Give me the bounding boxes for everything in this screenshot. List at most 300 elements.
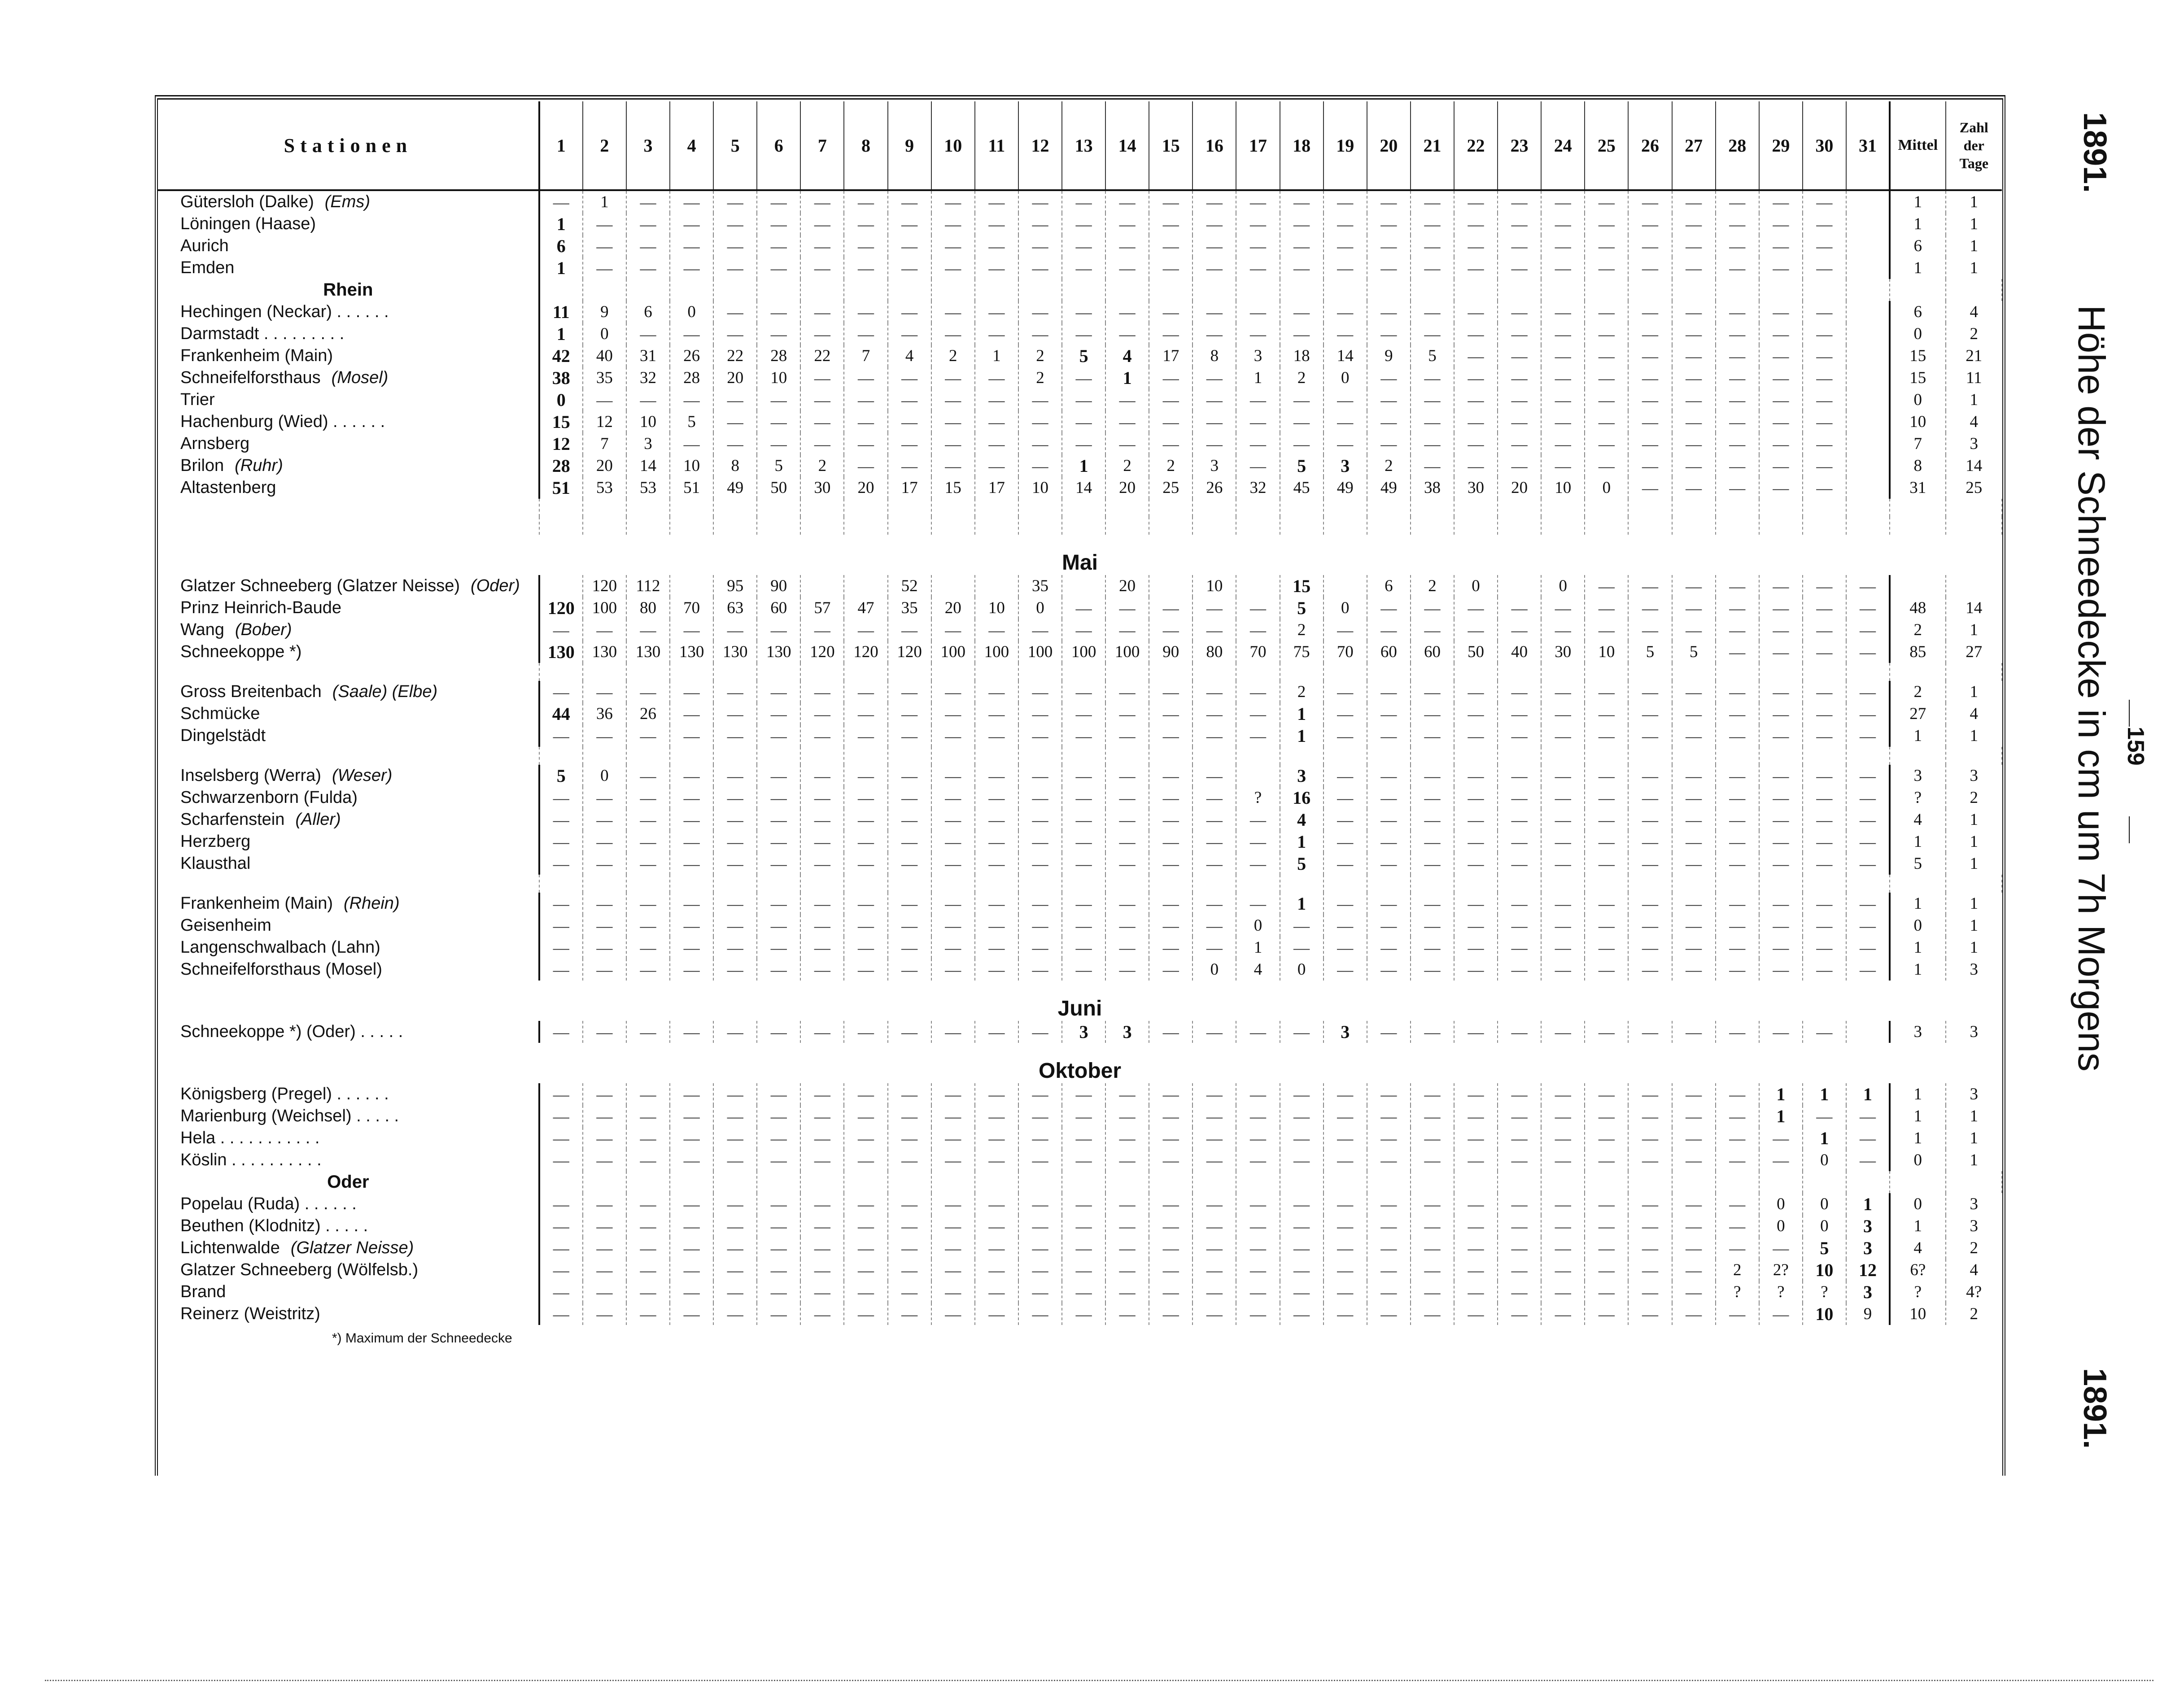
day-value: — (931, 1105, 975, 1127)
day-value: — (1149, 809, 1192, 831)
station-row (158, 809, 2002, 831)
day-value: — (583, 1083, 626, 1105)
station-row (158, 597, 2002, 619)
day-value: — (539, 893, 583, 915)
blank-cell (800, 747, 844, 765)
day-value: — (1280, 411, 1324, 433)
day-value: — (670, 190, 713, 213)
day-value: — (1018, 959, 1062, 981)
day-value: — (1803, 323, 1846, 345)
blank-cell (1846, 1171, 1890, 1193)
day-value: — (670, 893, 713, 915)
day-value: — (713, 411, 757, 433)
station-name-cell (158, 455, 539, 477)
day-value: 22 (713, 345, 757, 367)
day-value: — (1280, 389, 1324, 411)
day-value: — (1367, 213, 1411, 235)
day-value: — (931, 1215, 975, 1237)
station-name-cell (158, 1237, 539, 1259)
day-value: 20 (1105, 575, 1149, 597)
mean-value: 6 (1890, 301, 1945, 323)
day-value: — (670, 1021, 713, 1043)
day-value: — (1105, 1303, 1149, 1325)
day-value: — (1628, 937, 1672, 959)
day-value: — (757, 213, 800, 235)
day-value: — (1628, 389, 1672, 411)
day-value: — (583, 1105, 626, 1127)
day-value: — (1105, 190, 1149, 213)
day-value: — (1411, 190, 1454, 213)
day-value: — (1454, 809, 1498, 831)
day-value: — (844, 213, 887, 235)
blank-cell (1672, 1325, 1716, 1352)
day-value: — (844, 1193, 887, 1215)
day-count-value: 3 (1970, 1023, 1978, 1041)
day-value: — (844, 765, 887, 787)
blank-cell (713, 499, 757, 517)
day-value: — (1803, 853, 1846, 875)
day-value: — (539, 619, 583, 641)
day-value: 18 (1280, 345, 1324, 367)
mean-value: ? (1890, 787, 1945, 809)
day-value: — (1192, 681, 1236, 703)
day-value: 12 (583, 411, 626, 433)
day-value: — (800, 213, 844, 235)
day-value: — (1367, 937, 1411, 959)
day-value: — (626, 681, 670, 703)
mean-value: 85 (1890, 641, 1945, 663)
day-value: — (670, 1193, 713, 1215)
day-value: — (626, 853, 670, 875)
day-value: — (1454, 787, 1498, 809)
blank-cell (800, 663, 844, 681)
day-value: — (1280, 433, 1324, 455)
day-value: — (1759, 1237, 1803, 1259)
day-value: — (931, 411, 975, 433)
day-value: — (1672, 1149, 1716, 1171)
day-count-value: 1 (1970, 193, 1978, 211)
day-value: — (1105, 959, 1149, 981)
day-value: — (1846, 1149, 1890, 1171)
day-value: 20 (1498, 477, 1541, 499)
station-name: Löningen (Haase) (180, 214, 316, 233)
blank-cell (1149, 1325, 1192, 1352)
day-value: 80 (626, 597, 670, 619)
day-value: — (1192, 1127, 1236, 1149)
day-value: — (1846, 853, 1890, 875)
day-value: — (583, 1259, 626, 1281)
day-value: — (1280, 235, 1324, 257)
day-value: — (1454, 301, 1498, 323)
day-value: — (1411, 1281, 1454, 1303)
day-value: — (1236, 455, 1280, 477)
day-value: ? (1759, 1281, 1803, 1303)
station-name-cell (158, 257, 539, 279)
day-value: — (626, 937, 670, 959)
day-value: 130 (757, 641, 800, 663)
day-value: — (1585, 937, 1628, 959)
day-value: 3 (1846, 1237, 1890, 1259)
mean-value: 6 (1890, 235, 1945, 257)
blank-cell (1628, 875, 1672, 893)
day-value: — (844, 1281, 887, 1303)
day-value: — (1062, 323, 1105, 345)
day-value: 0 (1324, 597, 1367, 619)
day-value: — (1105, 787, 1149, 809)
day-value (1846, 433, 1890, 455)
day-value: — (1018, 703, 1062, 725)
mean-value (1890, 575, 1945, 597)
day-value: — (713, 257, 757, 279)
station-name: Hela . . . . . . . . . . . (180, 1129, 320, 1147)
day-value: — (888, 915, 931, 937)
day-value: — (1018, 323, 1062, 345)
day-value: — (800, 853, 844, 875)
day-value: — (1541, 703, 1585, 725)
day-value (670, 575, 713, 597)
day-value: 2 (1149, 455, 1192, 477)
day-value: — (844, 1083, 887, 1105)
day-value: — (1454, 389, 1498, 411)
day-value: — (1367, 1193, 1411, 1215)
day-value (1236, 765, 1280, 787)
blank-cell (1541, 517, 1585, 535)
day-value: — (1324, 765, 1367, 787)
day-value: — (1716, 257, 1759, 279)
day-value: — (1628, 1127, 1672, 1149)
station-row (158, 1259, 2002, 1281)
station-name-cell (158, 411, 539, 433)
station-row (158, 301, 2002, 323)
day-count-value: 3 (1970, 1085, 1978, 1103)
day-value: — (844, 367, 887, 389)
day-value: — (888, 831, 931, 853)
day-value (539, 575, 583, 597)
day-value: — (844, 411, 887, 433)
day-value: — (539, 725, 583, 747)
day-value: — (626, 389, 670, 411)
day-value (1846, 301, 1890, 323)
day-value: — (1236, 213, 1280, 235)
station-row (158, 433, 2002, 455)
day-value: — (1803, 641, 1846, 663)
station-name-cell (158, 345, 539, 367)
day-value: — (931, 1149, 975, 1171)
blank-cell (1454, 517, 1498, 535)
blank-cell (1803, 747, 1846, 765)
day-value: — (1716, 681, 1759, 703)
day-value: — (1454, 367, 1498, 389)
day-value: — (1236, 389, 1280, 411)
day-value (1846, 477, 1890, 499)
blank-cell (1192, 1325, 1236, 1352)
day-value: — (1541, 681, 1585, 703)
blank-cell (975, 747, 1018, 765)
snow-depth-table (158, 101, 2002, 1352)
day-header: 21 (1411, 101, 1454, 190)
blank-cell (1890, 1325, 1945, 1352)
station-row (158, 1281, 2002, 1303)
day-value: — (1585, 765, 1628, 787)
day-value: — (931, 681, 975, 703)
blank-cell (1018, 1171, 1062, 1193)
blank-cell (1192, 517, 1236, 535)
mean-value: 0 (1890, 323, 1945, 345)
blank-cell (1716, 1171, 1759, 1193)
day-value: — (931, 257, 975, 279)
day-value (1846, 345, 1890, 367)
day-value: — (1672, 213, 1716, 235)
day-value: 100 (1105, 641, 1149, 663)
station-row (158, 915, 2002, 937)
day-value: — (931, 1237, 975, 1259)
day-value: — (1149, 235, 1192, 257)
day-value: — (844, 235, 887, 257)
day-value: — (583, 1193, 626, 1215)
day-value: — (1759, 575, 1803, 597)
day-value: 1 (1280, 831, 1324, 853)
day-value: — (1411, 853, 1454, 875)
day-value: — (1803, 809, 1846, 831)
day-value: — (1498, 433, 1541, 455)
day-value: — (1192, 1105, 1236, 1127)
station-name: Prinz Heinrich-Baude (180, 598, 342, 617)
day-value: — (583, 389, 626, 411)
day-value: — (1803, 1021, 1846, 1043)
day-value: 1 (1846, 1193, 1890, 1215)
day-header: 20 (1367, 101, 1411, 190)
blank-cell (1192, 747, 1236, 765)
blank-cell (1280, 517, 1324, 535)
station-name: Brand (180, 1282, 226, 1301)
day-value: — (583, 725, 626, 747)
river-basin: (Ems) (324, 192, 371, 211)
day-value: — (1324, 893, 1367, 915)
day-value: — (1541, 323, 1585, 345)
day-value: — (1018, 1127, 1062, 1149)
day-value: — (757, 725, 800, 747)
day-value: — (713, 301, 757, 323)
day-header: 16 (1192, 101, 1236, 190)
blank-cell (1585, 663, 1628, 681)
day-value: 2 (1280, 681, 1324, 703)
day-value: — (1759, 477, 1803, 499)
month-heading-row (158, 981, 2002, 1021)
month-heading: Mai (1061, 551, 1098, 575)
day-value: — (1716, 433, 1759, 455)
day-value: 1 (1236, 367, 1280, 389)
day-value: — (626, 765, 670, 787)
day-value: — (975, 257, 1018, 279)
day-value: — (931, 787, 975, 809)
day-value: — (1192, 323, 1236, 345)
day-value: 10 (1192, 575, 1236, 597)
blank-cell (1324, 279, 1367, 301)
mean-value: 1 (1890, 1127, 1945, 1149)
day-value: — (844, 703, 887, 725)
blank-cell (1324, 875, 1367, 893)
day-value: — (1803, 765, 1846, 787)
day-value: — (1411, 323, 1454, 345)
day-value: — (1541, 619, 1585, 641)
day-value: — (539, 853, 583, 875)
blank-cell (1149, 517, 1192, 535)
day-value: — (1846, 575, 1890, 597)
day-value: 3 (1846, 1215, 1890, 1237)
day-value: — (1759, 937, 1803, 959)
blank-cell (1454, 1325, 1498, 1352)
blank-cell (626, 663, 670, 681)
day-value: — (1105, 831, 1149, 853)
day-value: — (1192, 831, 1236, 853)
day-value: — (670, 1237, 713, 1259)
blank-cell (1628, 747, 1672, 765)
day-value: — (1498, 455, 1541, 477)
mean-value: 0 (1890, 389, 1945, 411)
day-value: — (1454, 1083, 1498, 1105)
day-value: 5 (1280, 455, 1324, 477)
day-value: — (626, 1259, 670, 1281)
station-name: Arnsberg (180, 434, 250, 453)
blank-cell (1062, 747, 1105, 765)
day-value: — (1062, 301, 1105, 323)
day-value: — (1062, 959, 1105, 981)
day-value: 0 (1803, 1149, 1846, 1171)
day-value: 35 (888, 597, 931, 619)
day-value: — (1672, 1193, 1716, 1215)
day-value: — (626, 235, 670, 257)
blank-cell (1367, 279, 1411, 301)
day-header: 6 (757, 101, 800, 190)
day-value: — (1236, 1127, 1280, 1149)
day-value: — (844, 1237, 887, 1259)
day-value: — (713, 959, 757, 981)
blank-cell (1585, 279, 1628, 301)
day-value: — (1498, 190, 1541, 213)
day-value: — (1324, 1149, 1367, 1171)
day-count-value: 11 (1966, 369, 1982, 387)
day-value: — (1367, 433, 1411, 455)
day-value: — (1324, 725, 1367, 747)
day-value: 0 (1236, 915, 1280, 937)
day-value: — (888, 619, 931, 641)
day-value: — (1192, 1083, 1236, 1105)
day-value: 0 (583, 323, 626, 345)
blank-cell (158, 499, 539, 517)
page-number: 159 (2123, 727, 2149, 766)
station-name: Trier (180, 390, 215, 409)
day-value: — (1411, 1021, 1454, 1043)
blank-cell (539, 517, 583, 535)
day-value: — (1672, 831, 1716, 853)
day-value: — (1759, 1303, 1803, 1325)
day-value: — (1454, 1193, 1498, 1215)
day-value: — (1716, 725, 1759, 747)
blank-cell (158, 875, 539, 893)
blank-cell (583, 1171, 626, 1193)
day-value: — (1192, 389, 1236, 411)
day-value: — (1367, 681, 1411, 703)
blank-cell (713, 747, 757, 765)
mean-value: 1 (1890, 893, 1945, 915)
day-value: — (1628, 455, 1672, 477)
blank-cell (583, 747, 626, 765)
day-value: — (1498, 725, 1541, 747)
day-value: — (713, 915, 757, 937)
day-value: — (1759, 345, 1803, 367)
footnote-row (158, 1325, 2002, 1352)
blank-cell (1236, 747, 1280, 765)
day-value: — (1105, 389, 1149, 411)
day-value: — (975, 1105, 1018, 1127)
day-value: 5 (1062, 345, 1105, 367)
day-value: — (1498, 681, 1541, 703)
day-value: — (800, 1105, 844, 1127)
day-value: — (1192, 411, 1236, 433)
day-value: 1 (1759, 1105, 1803, 1127)
day-value: 30 (800, 477, 844, 499)
day-value: — (757, 323, 800, 345)
blank-cell (539, 1325, 583, 1352)
blank-cell (1716, 517, 1759, 535)
day-value: — (1411, 725, 1454, 747)
blank-cell (844, 499, 887, 517)
day-value: — (931, 959, 975, 981)
day-value: — (713, 1215, 757, 1237)
day-value: — (1628, 703, 1672, 725)
day-value: — (975, 765, 1018, 787)
day-value: — (888, 411, 931, 433)
day-value: — (1192, 1303, 1236, 1325)
day-value: — (1411, 619, 1454, 641)
day-value: — (1062, 831, 1105, 853)
station-name-cell (158, 389, 539, 411)
day-value: — (800, 257, 844, 279)
page-bottom-edge (45, 1680, 2153, 1681)
day-value: — (1062, 389, 1105, 411)
day-value: — (975, 681, 1018, 703)
day-value: — (1018, 411, 1062, 433)
mean-value: ? (1890, 1281, 1945, 1303)
day-value: — (1149, 1237, 1192, 1259)
station-name-cell (158, 575, 539, 597)
station-name: Schmücke (180, 704, 260, 723)
day-value: — (1716, 959, 1759, 981)
river-group-row (158, 1171, 2002, 1193)
day-value: — (844, 619, 887, 641)
day-value: — (1628, 619, 1672, 641)
day-value: 5 (539, 765, 583, 787)
day-value: — (1585, 959, 1628, 981)
day-value: — (1716, 345, 1759, 367)
day-value: — (1324, 257, 1367, 279)
blank-cell (1716, 663, 1759, 681)
station-row (158, 1303, 2002, 1325)
day-value: — (1324, 301, 1367, 323)
day-value: — (1105, 681, 1149, 703)
day-value: — (713, 725, 757, 747)
day-value: — (1585, 1281, 1628, 1303)
day-value: — (1498, 1083, 1541, 1105)
day-value: — (1018, 1237, 1062, 1259)
day-value: — (1367, 235, 1411, 257)
day-value: — (670, 681, 713, 703)
day-value: — (1498, 345, 1541, 367)
day-value: — (931, 1303, 975, 1325)
day-value: — (975, 433, 1018, 455)
day-value: 100 (1018, 641, 1062, 663)
day-value: — (1672, 411, 1716, 433)
